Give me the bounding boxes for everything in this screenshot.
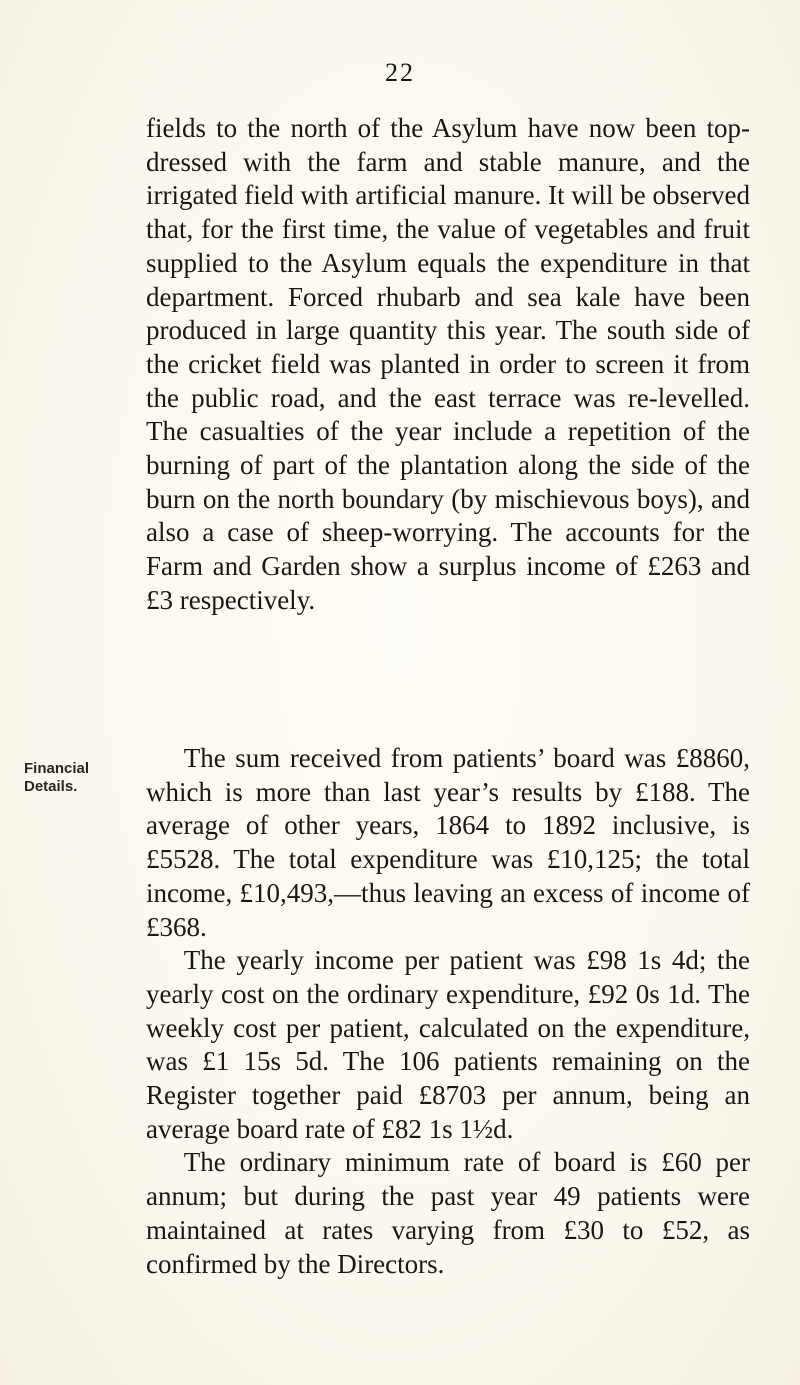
text-block-farm (146, 112, 750, 618)
paragraph-cost-per-patient: The yearly income per patient was £98 1s 4d; the yearly cost on the ordinary expenditure, £92 0s 1d. The weekly cost per patient, calculated on the expenditure, was £1 15s 5d. The 106 patients remaining on the Register together paid £8703 per annum, being an average board rate of £82 1s 1½d. (146, 945, 750, 1144)
text-block-financial (146, 742, 750, 1281)
margin-note-financial-details (24, 760, 124, 796)
margin-note-line: Details. (24, 778, 78, 795)
page-number: 22 (385, 58, 415, 87)
paragraph-board-rates: The ordinary minimum rate of board is £60 per annum; but during the past year 49 patients were maintained at rates varying from £30 to £52, as confirmed by the Directors. (146, 1147, 750, 1279)
paragraph-farm-and-garden: fields to the north of the Asylum have now been top-dressed with the farm and stable manure, and the irrigated field with artificial manure. It will be observed that, for the first time, the value of vegetables and fruit supplied to the Asylum equals the expenditure in that department. Forced rhubarb and sea kale have been produced in large quantity this year. The south side of the cricket field was planted in order to screen it from the public road, and the east terrace was re-levelled. The casualties of the year include a repetition of the burning of part of the plantation along the side of the burn on the north boundary (by mischievous boys), and also a case of sheep-worrying. The accounts for the Farm and Garden show a surplus income of £263 and £3 respectively. (146, 113, 750, 615)
paragraph-board-receipts: The sum received from patients’ board was £8860, which is more than last year’s results by £188. The average of other years, 1864 to 1892 inclusive, is £5528. The total expenditure was £10,125; the total income, £10,493,—thus leaving an excess of income of £368. (146, 743, 750, 942)
margin-note-line: Financial (24, 760, 90, 777)
